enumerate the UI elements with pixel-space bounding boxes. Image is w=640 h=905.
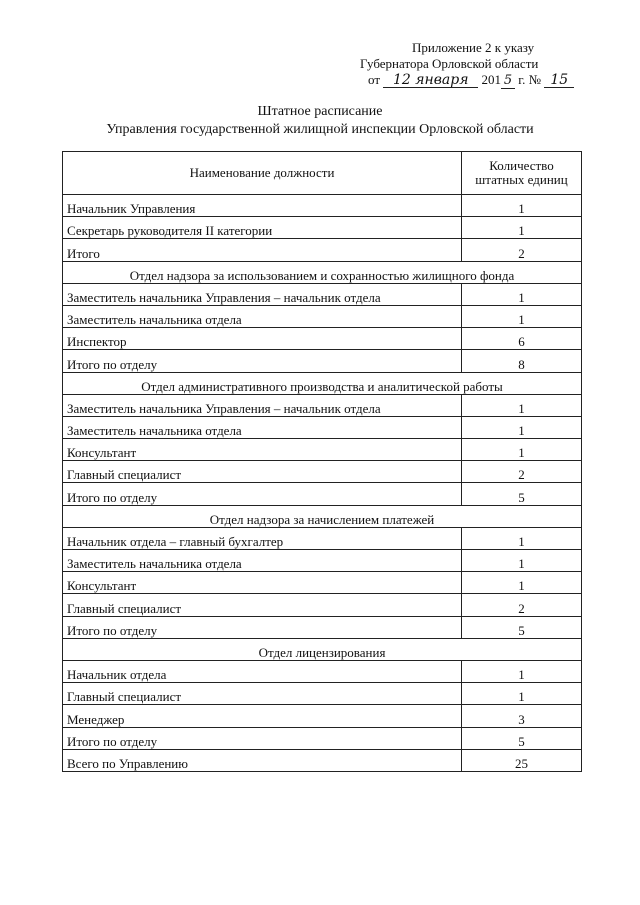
position-qty: 1 bbox=[462, 550, 582, 572]
position-name: Консультант bbox=[63, 439, 462, 461]
table-row bbox=[63, 328, 582, 350]
position-qty: 6 bbox=[462, 328, 582, 350]
table-row bbox=[63, 683, 582, 705]
table-row bbox=[63, 217, 582, 239]
position-qty: 1 bbox=[462, 305, 582, 327]
section-header-row bbox=[63, 261, 582, 283]
position-name: Заместитель начальника отдела bbox=[63, 416, 462, 438]
subtotal-qty: 2 bbox=[462, 239, 582, 261]
table-row bbox=[63, 416, 582, 438]
position-qty: 1 bbox=[462, 394, 582, 416]
table-row bbox=[63, 483, 582, 505]
position-qty: 3 bbox=[462, 705, 582, 727]
handwritten-date: 12 января bbox=[383, 73, 478, 88]
position-name: Секретарь руководителя II категории bbox=[63, 217, 462, 239]
position-name: Заместитель начальника Управления – начальник отдела bbox=[63, 283, 462, 305]
position-name: Главный специалист bbox=[63, 461, 462, 483]
appendix-from-label: от bbox=[368, 72, 381, 87]
position-name: Главный специалист bbox=[63, 594, 462, 616]
position-name: Инспектор bbox=[63, 328, 462, 350]
table-row bbox=[63, 660, 582, 682]
table-row bbox=[63, 239, 582, 261]
table-row bbox=[63, 283, 582, 305]
header-position-name: Наименование должности bbox=[63, 152, 462, 195]
subtotal-qty: 8 bbox=[462, 350, 582, 372]
document-subtitle: Управления государственной жилищной инспекции Орловской области bbox=[106, 122, 534, 137]
section-header-row bbox=[63, 505, 582, 527]
table-row bbox=[63, 439, 582, 461]
table-row bbox=[63, 550, 582, 572]
table-row bbox=[63, 594, 582, 616]
subtotal-label: Итого bbox=[63, 239, 462, 261]
position-name: Начальник Управления bbox=[63, 195, 462, 217]
position-qty: 1 bbox=[462, 416, 582, 438]
position-qty: 1 bbox=[462, 527, 582, 549]
position-name: Заместитель начальника Управления – начальник отдела bbox=[63, 394, 462, 416]
grand-total-qty: 25 bbox=[462, 749, 582, 771]
section-title: Отдел административного производства и аналитической работы bbox=[63, 372, 582, 394]
table-row bbox=[63, 195, 582, 217]
position-qty: 1 bbox=[462, 439, 582, 461]
handwritten-number: 15 bbox=[544, 73, 574, 88]
document-title: Штатное расписание bbox=[257, 104, 383, 119]
position-name: Главный специалист bbox=[63, 683, 462, 705]
appendix-line-2: Губернатора Орловской области bbox=[360, 56, 539, 71]
table-header-row bbox=[63, 152, 582, 195]
section-header-row bbox=[63, 638, 582, 660]
table-row bbox=[63, 616, 582, 638]
appendix-line-1: Приложение 2 к указу bbox=[412, 40, 535, 55]
subtotal-label: Итого по отделу bbox=[63, 616, 462, 638]
grand-total-label: Всего по Управлению bbox=[63, 749, 462, 771]
subtotal-label: Итого по отделу bbox=[63, 483, 462, 505]
table-row bbox=[63, 705, 582, 727]
section-title: Отдел надзора за использованием и сохранностью жилищного фонда bbox=[63, 261, 582, 283]
position-name: Менеджер bbox=[63, 705, 462, 727]
staffing-table bbox=[62, 151, 582, 772]
position-qty: 1 bbox=[462, 683, 582, 705]
appendix-date-line bbox=[360, 72, 590, 89]
subtotal-label: Итого по отделу bbox=[63, 350, 462, 372]
table-row bbox=[63, 527, 582, 549]
position-name: Заместитель начальника отдела bbox=[63, 550, 462, 572]
appendix-number-label: г. № bbox=[518, 72, 542, 87]
position-name: Начальник отдела bbox=[63, 660, 462, 682]
position-name: Консультант bbox=[63, 572, 462, 594]
table-row bbox=[63, 305, 582, 327]
table-row bbox=[63, 727, 582, 749]
table-row bbox=[63, 461, 582, 483]
section-header-row bbox=[63, 372, 582, 394]
subtotal-qty: 5 bbox=[462, 727, 582, 749]
position-qty: 2 bbox=[462, 594, 582, 616]
position-qty: 1 bbox=[462, 660, 582, 682]
table-row bbox=[63, 394, 582, 416]
position-name: Начальник отдела – главный бухгалтер bbox=[63, 527, 462, 549]
subtotal-qty: 5 bbox=[462, 483, 582, 505]
position-qty: 1 bbox=[462, 217, 582, 239]
subtotal-label: Итого по отделу bbox=[63, 727, 462, 749]
position-qty: 2 bbox=[462, 461, 582, 483]
position-qty: 1 bbox=[462, 195, 582, 217]
handwritten-year-digit: 5 bbox=[501, 74, 515, 89]
section-title: Отдел надзора за начислением платежей bbox=[63, 505, 582, 527]
header-quantity: Количество штатных единиц bbox=[462, 152, 582, 195]
subtotal-qty: 5 bbox=[462, 616, 582, 638]
appendix-block bbox=[360, 40, 590, 89]
position-name: Заместитель начальника отдела bbox=[63, 305, 462, 327]
position-qty: 1 bbox=[462, 572, 582, 594]
table-row bbox=[63, 572, 582, 594]
appendix-year-prefix: 201 bbox=[481, 72, 502, 87]
grand-total-row bbox=[63, 749, 582, 771]
section-title: Отдел лицензирования bbox=[63, 638, 582, 660]
table-row bbox=[63, 350, 582, 372]
position-qty: 1 bbox=[462, 283, 582, 305]
